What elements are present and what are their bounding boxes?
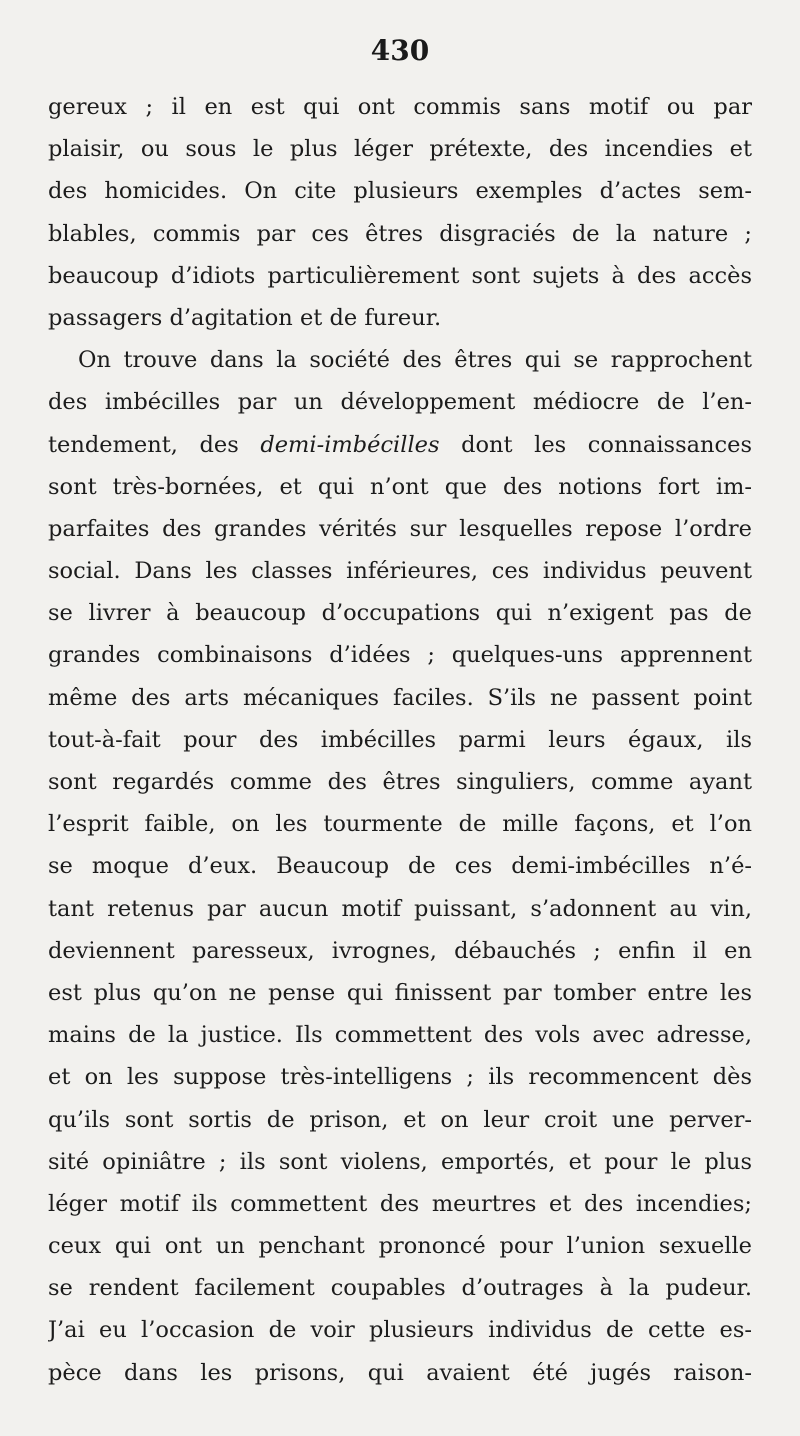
text-line: se moque d’eux. Beaucoup de ces demi-imbécilles n’é- (48, 853, 752, 880)
text-line: deviennent paresseux, ivrognes, débauchés ; enfin il en (48, 937, 752, 964)
text-line: plaisir, ou sous le plus léger prétexte, des incendies et (48, 136, 752, 163)
text-line: se livrer à beaucoup d’occupations qui n’exigent pas de (48, 600, 752, 627)
text-line: gereux ; il en est qui ont commis sans motif ou par (48, 94, 752, 120)
page-number: 430 (370, 34, 430, 67)
body-text (48, 86, 752, 1394)
text-line: même des arts mécaniques faciles. S’ils ne passent point (48, 684, 752, 711)
text-line: On trouve dans la société des êtres qui se rapprochent (78, 347, 752, 374)
text-segment: tendement, des (48, 431, 261, 458)
text-line: sité opiniâtre ; ils sont violens, emportés, et pour le plus (48, 1148, 752, 1175)
text-line: J’ai eu l’occasion de voir plusieurs individus de cette es- (48, 1317, 752, 1344)
text-line: parfaites des grandes vérités sur lesquelles repose l’ordre (48, 515, 752, 542)
text-line: des homicides. On cite plusieurs exemples d’actes sem- (48, 178, 752, 205)
text-line: blables, commis par ces êtres disgraciés de la nature ; (48, 220, 752, 247)
text-line: tout-à-fait pour des imbécilles parmi leurs égaux, ils (48, 726, 752, 753)
text-line: est plus qu’on ne pense qui finissent par tomber entre les (48, 979, 752, 1006)
text-segment: dont les connaissances (439, 431, 752, 458)
text-line: l’esprit faible, on les tourmente de mille façons, et l’on (48, 811, 752, 838)
text-line: passagers d’agitation et de fureur. (48, 304, 442, 331)
italic-phrase: demi-imbécilles (260, 431, 440, 458)
text-line: léger motif ils commettent des meurtres et des incendies; (48, 1190, 752, 1217)
text-line: beaucoup d’idiots particulièrement sont sujets à des accès (48, 262, 752, 289)
text-line: pèce dans les prisons, qui avaient été jugés raison- (48, 1359, 752, 1386)
text-line-mixed (48, 424, 752, 466)
text-line: ceux qui ont un penchant prononcé pour l’union sexuelle (48, 1233, 752, 1260)
text-line: sont très-bornées, et qui n’ont que des notions fort im- (48, 473, 752, 500)
text-line: sont regardés comme des êtres singuliers, comme ayant (48, 769, 752, 795)
text-line: social. Dans les classes inférieures, ces individus peuvent (48, 558, 752, 585)
text-line: tant retenus par aucun motif puissant, s’adonnent au vin, (48, 895, 752, 922)
text-line: et on les suppose très-intelligens ; ils recommencent dès (48, 1064, 752, 1091)
text-line: mains de la justice. Ils commettent des vols avec adresse, (48, 1022, 752, 1049)
text-line: se rendent facilement coupables d’outrages à la pudeur. (48, 1275, 752, 1302)
text-line: grandes combinaisons d’idées ; quelques-uns apprennent (48, 642, 752, 669)
text-line: des imbécilles par un développement médiocre de l’en- (48, 389, 752, 416)
text-line: qu’ils sont sortis de prison, et on leur croit une perver- (48, 1106, 752, 1133)
